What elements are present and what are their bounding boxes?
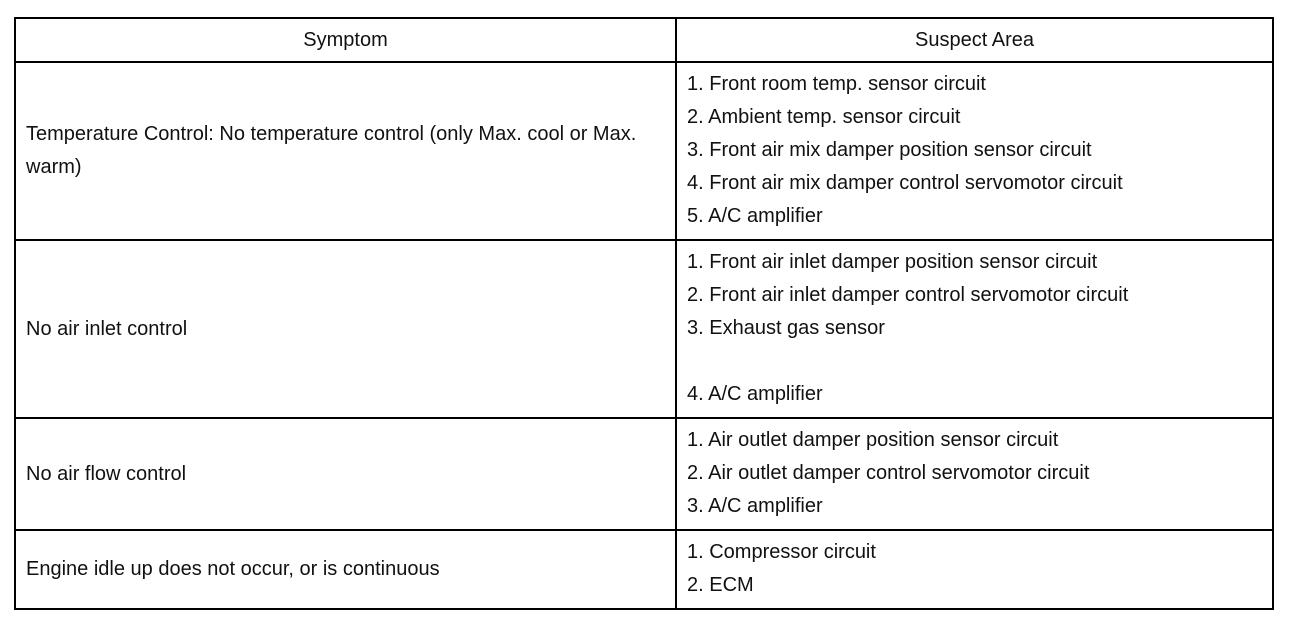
suspect-item: 2. Air outlet damper control servomotor circuit [687,462,1090,484]
table-row [15,530,1273,609]
suspect-item: 1. Air outlet damper position sensor circuit [687,429,1059,451]
suspect-area-cell [676,530,1273,609]
header-suspect-area: Suspect Area [676,18,1273,62]
symptom-cell: No air flow control [15,418,676,530]
table-header-row [15,18,1273,62]
symptom-cell: Engine idle up does not occur, or is continuous [15,530,676,609]
suspect-item: 3. Exhaust gas sensor [687,317,885,339]
symptom-table [14,17,1274,610]
suspect-area-cell [676,418,1273,530]
symptom-cell: No air inlet control [15,240,676,418]
suspect-item: 2. ECM [687,574,754,596]
suspect-item: 4. A/C amplifier [687,383,823,405]
suspect-item: 4. Front air mix damper control servomotor circuit [687,172,1123,194]
table-row [15,240,1273,418]
suspect-item: 1. Front room temp. sensor circuit [687,73,986,95]
suspect-item: 3. Front air mix damper position sensor circuit [687,139,1092,161]
suspect-item: 5. A/C amplifier [687,205,823,227]
suspect-item: 1. Compressor circuit [687,541,876,563]
suspect-item: 2. Front air inlet damper control servomotor circuit [687,284,1129,306]
header-symptom: Symptom [15,18,676,62]
table-row [15,418,1273,530]
blank-line [687,345,1262,378]
suspect-area-cell [676,62,1273,240]
suspect-area-cell [676,240,1273,418]
table-row [15,62,1273,240]
symptom-cell: Temperature Control: No temperature control (only Max. cool or Max. warm) [15,62,676,240]
suspect-item: 1. Front air inlet damper position sensor circuit [687,251,1098,273]
suspect-item: 3. A/C amplifier [687,495,823,517]
suspect-item: 2. Ambient temp. sensor circuit [687,106,961,128]
